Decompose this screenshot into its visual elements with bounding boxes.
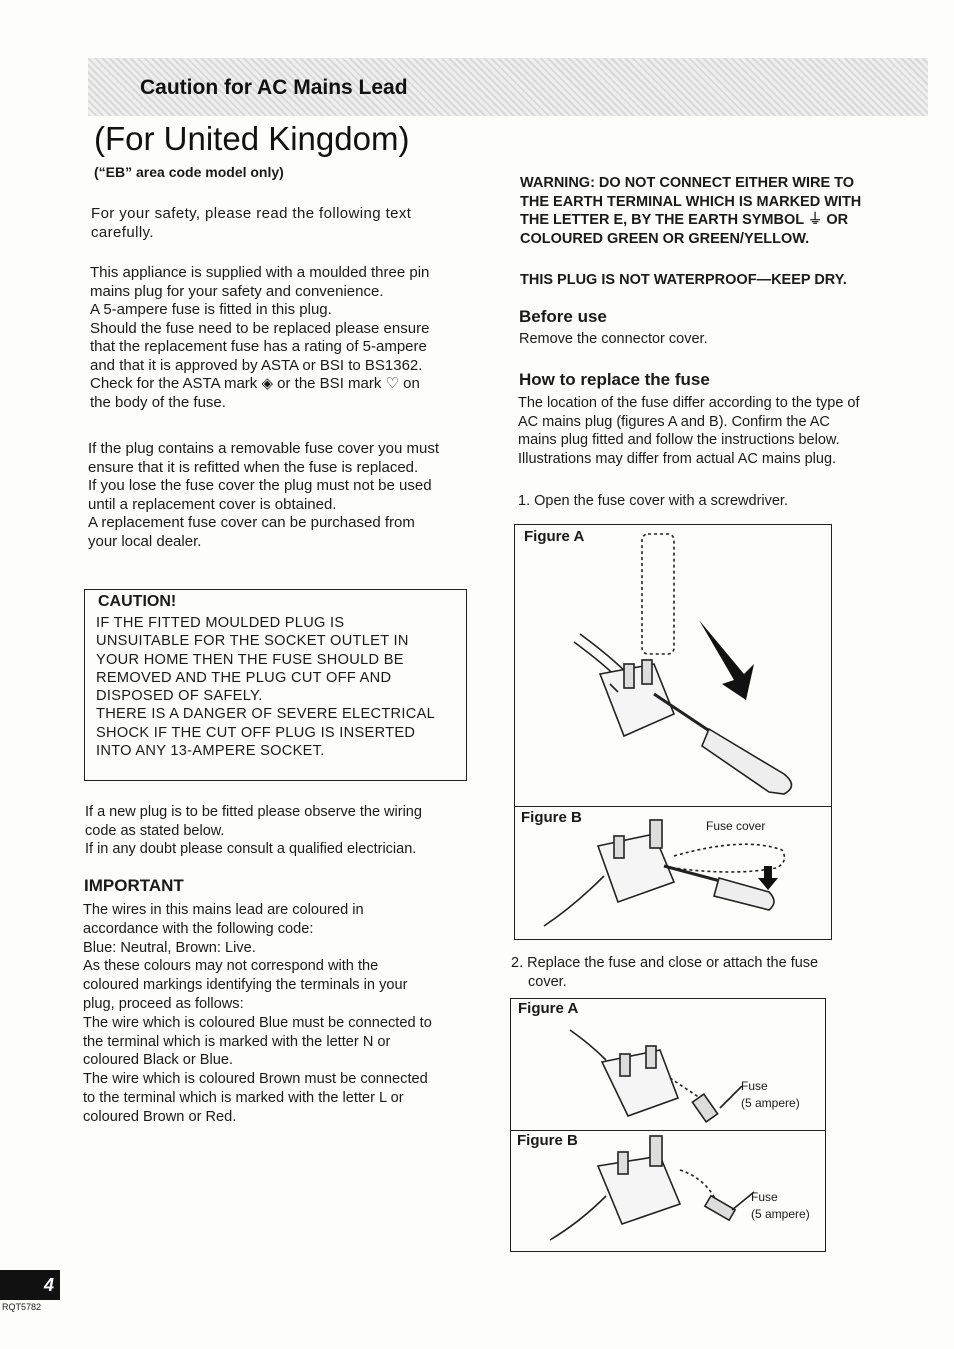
figure-2b-label: Figure B [517, 1132, 578, 1149]
supply-paragraph: This appliance is supplied with a moulded three pin mains plug for your safety and convenience. A 5-ampere fuse is fitted in this plug. Should the fuse need to be replaced please ensure that the replacement fuse has a rating of 5-ampere and that it is approved by ASTA or BSI to BS1362. Check for the ASTA mark ◈ or the BSI mark ♡ on the body of the fuse. [90, 264, 430, 411]
fuse-label-b: Fuse [751, 1190, 778, 1204]
model-code: RQT5782 [2, 1302, 42, 1312]
plug-fuse-illustration-a [510, 998, 826, 1130]
plug-fuse-illustration-b [510, 1130, 826, 1252]
replace-fuse-heading: How to replace the fuse [519, 370, 710, 389]
before-use-heading: Before use [519, 307, 607, 326]
figure-1b-label: Figure B [521, 809, 582, 826]
figure-2a-label: Figure A [518, 1000, 579, 1017]
fuse-cover-paragraph: If the plug contains a removable fuse cover you must ensure that it is refitted when the fuse is replaced. If you lose the fuse cover the plug must not be used until a replacement cover is obtained. A replacement fuse cover can be purchased from your local dealer. [88, 440, 440, 550]
replace-fuse-text: The location of the fuse differ according to the type of AC mains plug (figures A and B). Confirm the AC mains plug fitted and follow the instructions below. Illustrations may differ from actual AC mains plug. [518, 395, 860, 467]
important-heading: IMPORTANT [84, 876, 184, 895]
important-paragraph: The wires in this mains lead are coloured in accordance with the following code: Blue: Neutral, Brown: Live. As these colours may not correspond with the coloured markings identifying the terminals in your plug, proceed as follows: The wire which is coloured Blue must be connected to the terminal which is marked with the letter N or coloured Black or Blue. The wire which is coloured Brown must be connected to the terminal which is marked with the letter L or coloured Brown or Red. [83, 902, 432, 1125]
fuse-ampere-label-b: (5 ampere) [751, 1207, 810, 1221]
waterproof-warning: THIS PLUG IS NOT WATERPROOF—KEEP DRY. [520, 272, 847, 288]
plug-screwdriver-illustration-b [514, 806, 832, 940]
page-subtitle: (“EB” area code model only) [94, 164, 284, 180]
caution-heading: CAUTION! [98, 593, 177, 610]
step-1-text: 1. Open the fuse cover with a screwdriver. [518, 493, 788, 509]
page-title: (For United Kingdom) [94, 120, 410, 157]
step-2-text: 2. Replace the fuse and close or attach the fuse cover. [511, 955, 819, 990]
page-number: 4 [0, 1270, 60, 1300]
new-plug-paragraph: If a new plug is to be fitted please observe the wiring code as stated below. If in any doubt please consult a qualified electrician. [85, 804, 422, 857]
caution-text: IF THE FITTED MOULDED PLUG IS UNSUITABLE FOR THE SOCKET OUTLET IN YOUR HOME THEN THE FUSE SHOULD BE REMOVED AND THE PLUG CUT OFF AND DISPOSED OF SAFELY. THERE IS A DANGER OF SEVERE ELECTRICAL SHOCK IF THE CUT OFF PLUG IS INSERTED INTO ANY 13-AMPERE SOCKET. [96, 615, 436, 760]
banner-title: Caution for AC Mains Lead [140, 76, 408, 99]
fuse-cover-label: Fuse cover [706, 819, 766, 833]
fuse-label-a: Fuse [741, 1079, 768, 1093]
fuse-ampere-label-a: (5 ampere) [741, 1096, 800, 1110]
before-use-text: Remove the connector cover. [519, 331, 708, 347]
intro-paragraph: For your safety, please read the following text carefully. [91, 205, 412, 241]
warning-text: WARNING: DO NOT CONNECT EITHER WIRE TO THE EARTH TERMINAL WHICH IS MARKED WITH THE LETTER E, BY THE EARTH SYMBOL ⏚ OR COLOURED GREEN OR GREEN/YELLOW. [520, 175, 862, 247]
figure-1a-label: Figure A [524, 528, 585, 545]
plug-screwdriver-illustration-a [514, 524, 832, 806]
